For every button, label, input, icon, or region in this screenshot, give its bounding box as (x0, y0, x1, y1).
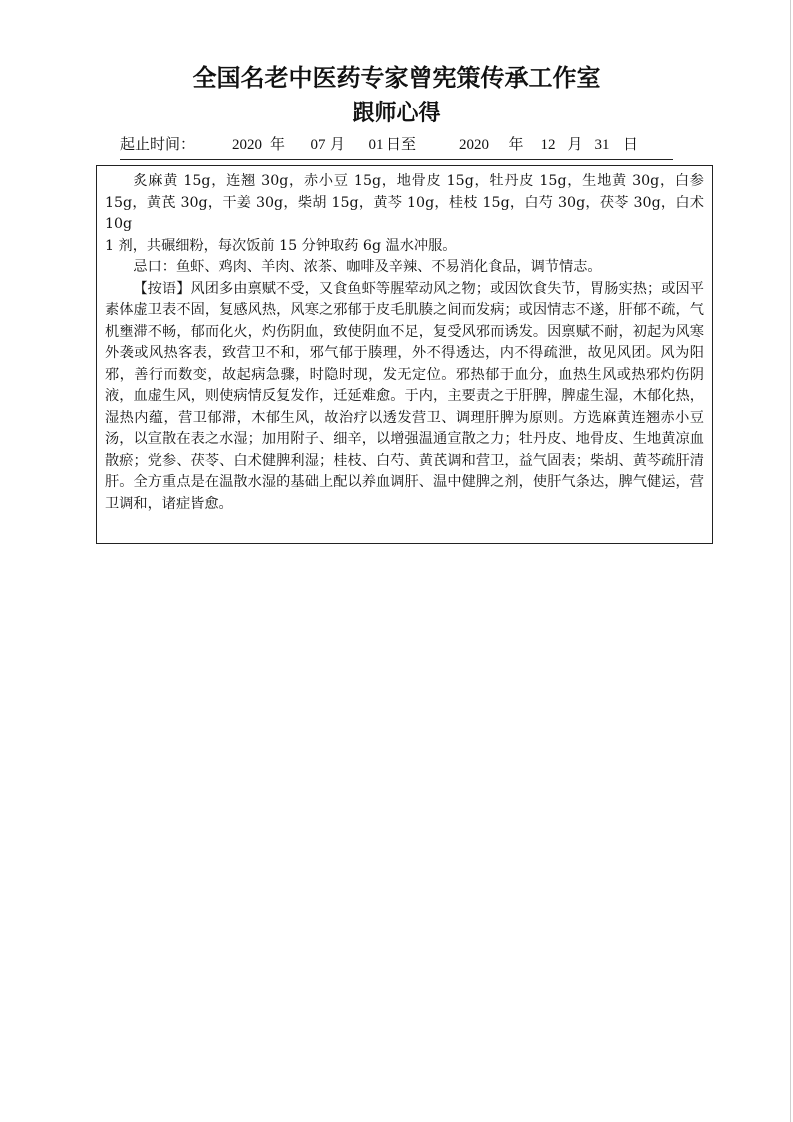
usage-text: 1 剂，共碾细粉，每次饭前 15 分钟取药 6g 温水冲服。 (105, 237, 457, 254)
end-month: 12 (540, 137, 556, 153)
end-day: 31 (594, 137, 610, 153)
taboo-text: 忌口：鱼虾、鸡肉、羊肉、浓茶、咖啡及辛辣、不易消化食品，调节情志。 (133, 259, 602, 275)
date-range (120, 133, 638, 154)
start-year: 2020 (232, 137, 262, 153)
page-edge (790, 0, 791, 1122)
date-label: 起止时间： (120, 137, 196, 153)
day-to-label: 日至 (386, 137, 417, 153)
end-year: 2020 (459, 137, 489, 153)
year-unit: 年 (508, 137, 524, 153)
content-box (96, 165, 713, 544)
month-unit: 月 (330, 137, 346, 153)
year-unit: 年 (270, 137, 286, 153)
prescription-text: 炙麻黄 15g，连翘 30g，赤小豆 15g，地骨皮 15g，牡丹皮 15g，生地黄 30g，白参 15g，黄芪 30g，干姜 30g，柴胡 15g，黄芩 10g，桂枝 15g，白芍 30g，茯苓 30g，白术 10g (105, 173, 704, 232)
month-unit: 月 (567, 137, 583, 153)
header-divider (120, 159, 673, 160)
start-day: 01 (368, 137, 384, 153)
page-subtitle: 跟师心得 (352, 100, 441, 126)
day-unit: 日 (622, 137, 638, 153)
page-title: 全国名老中医药专家曾宪策传承工作室 (192, 63, 601, 92)
note-text: 【按语】风团多由禀赋不受，又食鱼虾等腥荤动风之物；或因饮食失节，胃肠实热；或因平素体虚卫表不固，复感风热，风寒之邪郁于皮毛肌腠之间而发病；或因情志不遂，肝郁不疏，气机壅滞不畅，郁而化火，灼伤阴血，致使阴血不足，复受风邪而诱发。因禀赋不耐，初起为风寒外袭或风热客表，致营卫不和，邪气郁于腠理，外不得透达，内不得疏泄，故见风团。风为阳邪，善行而数变，故起病急骤，时隐时现，发无定位。邪热郁于血分，血热生风或热邪灼伤阴液，血虚生风，则使病情反复发作，迁延难愈。于内，主要责之于肝脾，脾虚生湿，木郁化热，湿热内蕴，营卫郁滞，木郁生风，故治疗以透发营卫、调理肝脾为原则。方选麻黄连翘赤小豆汤，以宣散在表之水湿；加用附子、细辛，以增强温通宣散之力；牡丹皮、地骨皮、生地黄凉血散瘀；党参、茯苓、白术健脾利湿；桂枝、白芍、黄芪调和营卫，益气固表；柴胡、黄芩疏肝清肝。全方重点是在温散水湿的基础上配以养血调肝、温中健脾之剂，使肝气条达，脾气健运，营卫调和，诸症皆愈。 (105, 280, 704, 512)
start-month: 07 (310, 137, 326, 153)
